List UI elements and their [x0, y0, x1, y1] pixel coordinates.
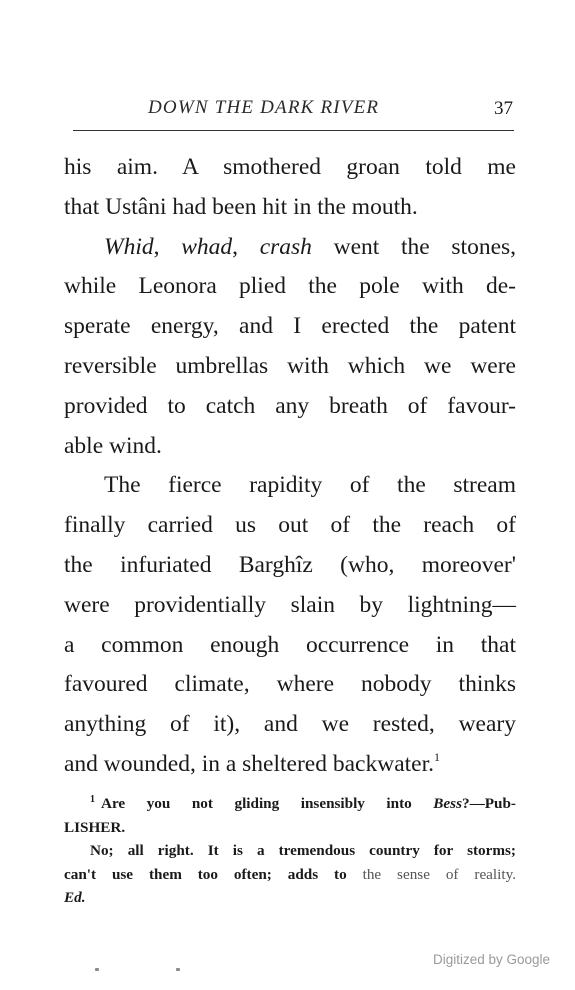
text-line [64, 228, 516, 268]
text-line: the infuriated Barghîz (who, moreover' [64, 551, 516, 578]
text-line: favoured climate, where nobody thinks [64, 671, 516, 698]
running-title: DOWN THE DARK RIVER [148, 97, 380, 118]
italic-word: Whid [104, 233, 154, 260]
punctuation: , [153, 233, 160, 260]
text-line: able wind. [64, 432, 162, 459]
paragraph-2 [64, 228, 516, 467]
footnote-text: ?—Pub- [461, 795, 516, 812]
text-line: finally carried us out of the reach of [64, 512, 516, 539]
text-line: anything of it), and we rested, weary [64, 711, 516, 738]
line-rest: went the stones, [333, 233, 517, 260]
text-line [64, 745, 516, 785]
text-line: reversible umbrellas with which we were [64, 352, 516, 379]
footnotes [64, 792, 516, 910]
footnote-text: Are you not gliding insensibly into [101, 795, 412, 812]
footnote-signature: Ed. [64, 889, 86, 906]
paragraph-1 [64, 148, 516, 228]
scan-speck [95, 968, 99, 971]
footnote-signature: LISHER. [64, 818, 126, 836]
text-line: sperate energy, and I erected the patent [64, 313, 516, 340]
text-line: The fierce rapidity of the stream [104, 472, 516, 499]
body-text [64, 148, 516, 785]
paragraph-3 [64, 466, 516, 784]
text-line: a common enough occurrence in that [64, 631, 516, 658]
italic-word: crash [259, 233, 312, 260]
scan-speck [176, 968, 180, 971]
text-line: while Leonora plied the pole with de- [64, 273, 516, 300]
footnote-mark: 1 [90, 794, 95, 805]
footnote-text: can't use them too often; adds to [64, 865, 347, 883]
footnote-line [64, 886, 516, 910]
page-number: 37 [494, 98, 513, 119]
text-line: that Ustâni had been hit in the mouth. [64, 193, 418, 220]
header-rule [73, 130, 514, 131]
line-text: and wounded, in a sheltered backwater. [64, 750, 434, 777]
footnote-line [64, 792, 516, 816]
running-head [0, 92, 575, 122]
text-line: provided to catch any breath of favour- [64, 392, 516, 419]
footnote-faded-text: the sense of reality. [362, 865, 516, 883]
scan-specks [0, 968, 575, 978]
footnote-line: No; all right. It is a tremendous country for storms; [90, 842, 516, 859]
italic-word: whad [181, 233, 233, 260]
text-line: were providentially slain by lightning— [64, 591, 516, 618]
footnote-reference: 1 [434, 749, 440, 764]
footnote-line [64, 816, 516, 840]
text-line: his aim. A smothered groan told me [64, 154, 516, 180]
footnote-italic: Bess [433, 795, 462, 812]
punctuation: , [232, 233, 238, 260]
digitized-watermark: Digitized by Google [433, 952, 551, 967]
footnote-line [64, 863, 516, 887]
